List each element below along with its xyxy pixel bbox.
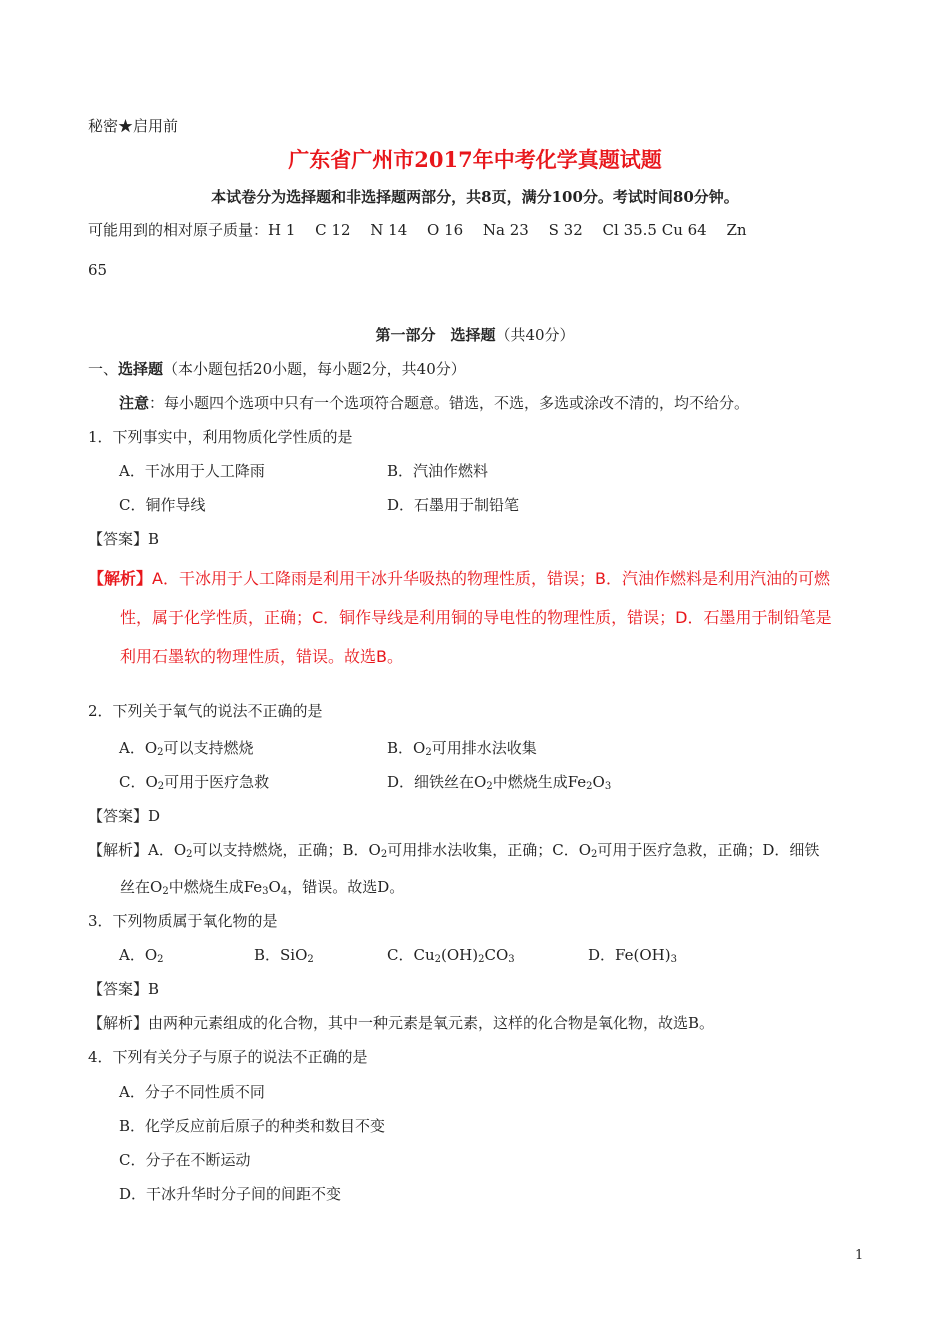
q3-option-a: A．$O_2$	[119, 946, 164, 965]
confidential-mark: 秘密★启用前	[88, 117, 179, 135]
q3-explanation: 【解析】由两种元素组成的化合物，其中一种元素是氧元素，这样的化合物是氧化物，故选B。	[88, 1014, 715, 1032]
atomic-mass-line: 可能用到的相对原子质量：H 1 C 12 N 14 O 16 Na 23 S 32 Cl 35.5 Cu 64 Zn	[88, 221, 747, 239]
section-label: 一、	[88, 360, 119, 378]
atomic-mass-line-cont: 65	[88, 261, 108, 279]
q3-answer: 【答案】B	[88, 980, 160, 998]
q2-option-c: C．$O_2$可用于医疗急救	[119, 773, 270, 792]
q1-option-d: D．石墨用于制铅笔	[387, 496, 520, 514]
q2-explanation-line1: 【解析】A．$O_2$可以支持燃烧，正确；B．$O_2$可用排水法收集，正确；C．$O_2$可用于医疗急救，正确；D．细铁	[88, 841, 820, 860]
q2-option-b: B．$O_2$可用排水法收集	[387, 739, 537, 758]
question-3-stem: 3．下列物质属于氧化物的是	[88, 912, 278, 930]
q1-explanation-line2: 性，属于化学性质，正确；C．铜作导线是利用铜的导电性的物理性质，错误；D．石墨用于制铅笔是	[120, 608, 832, 627]
question-1-stem: 1．下列事实中，利用物质化学性质的是	[88, 428, 353, 446]
section-desc: （本小题包括20小题，每小题2分，共40分）	[163, 360, 466, 378]
q3-option-c: C．$Cu_2(OH)_2CO_3$	[387, 946, 515, 965]
q4-option-d: D．干冰升华时分子间的间距不变	[119, 1185, 342, 1203]
note-label: 注意	[119, 394, 150, 412]
q1-option-c: C．铜作导线	[119, 496, 206, 514]
q1-answer: 【答案】B	[88, 530, 160, 548]
note-text: ：每小题四个选项中只有一个选项符合题意。错选，不选，多选或涂改不清的，均不给分。	[149, 394, 750, 412]
part-title: 第一部分 选择题	[375, 326, 496, 344]
q4-option-a: A．分子不同性质不同	[119, 1083, 265, 1101]
question-2-stem: 2．下列关于氧气的说法不正确的是	[88, 702, 323, 720]
note-line	[119, 393, 749, 413]
part-title-suffix: （共40分）	[495, 326, 575, 344]
question-4-stem: 4．下列有关分子与原子的说法不正确的是	[88, 1048, 368, 1066]
q1-explanation-label: 【解析】	[88, 569, 153, 588]
q2-explanation-line2: 丝在$O_2$中燃烧生成$Fe_3O_4$，错误。故选D。	[120, 878, 405, 897]
q1-explanation-line1	[88, 568, 830, 590]
part-heading	[0, 325, 950, 345]
page-number: 1	[855, 1248, 864, 1263]
exam-intro: 本试卷分为选择题和非选择题两部分，共8页，满分100分。考试时间80分钟。	[211, 188, 739, 206]
q2-option-a: A．$O_2$可以支持燃烧	[119, 739, 254, 758]
q3-option-d: D．$Fe(OH)_3$	[588, 946, 677, 965]
section-title: 选择题	[118, 360, 164, 378]
q4-option-b: B．化学反应前后原子的种类和数目不变	[119, 1117, 386, 1135]
section-heading	[88, 359, 466, 379]
q1-option-b: B．汽油作燃料	[387, 462, 489, 480]
q1-explanation-line3: 利用石墨软的物理性质，错误。故选B。	[120, 647, 403, 666]
q4-option-c: C．分子在不断运动	[119, 1151, 251, 1169]
q2-option-d: D．细铁丝在$O_2$中燃烧生成$Fe_2O_3$	[387, 773, 612, 792]
q1-explanation-text: A．干冰用于人工降雨是利用干冰升华吸热的物理性质，错误；B．汽油作燃料是利用汽油的可燃	[152, 569, 830, 588]
q3-option-b: B．SiO$_2$	[254, 946, 314, 965]
q1-option-a: A．干冰用于人工降雨	[119, 462, 265, 480]
q2-answer: 【答案】D	[88, 807, 161, 825]
page-title: 广东省广州市2017年中考化学真题试题	[288, 147, 662, 172]
